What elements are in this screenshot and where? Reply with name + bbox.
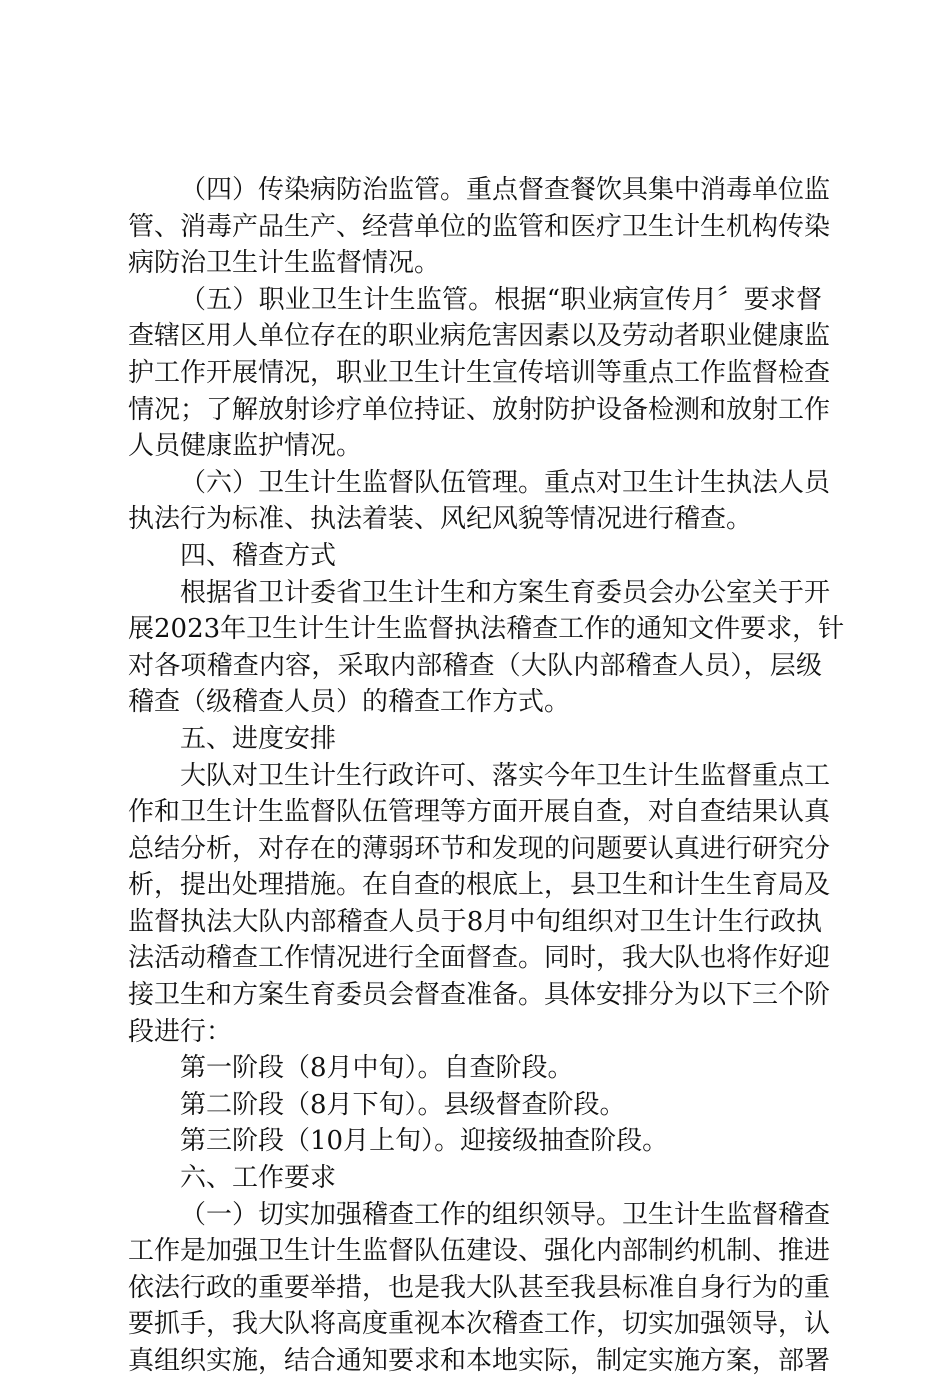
text-line: （一）切实加强稽查工作的组织领导。卫生计生监督稽查 — [180, 1199, 831, 1230]
text-line: 情况；了解放射诊疗单位持证、放射防护设备检测和放射工作 — [128, 394, 831, 425]
text-line: 要抓手，我大队将高度重视本次稽查工作，切实加强领导，认 — [128, 1309, 831, 1340]
text-line: 第二阶段（8月下旬）。县级督查阶段。 — [180, 1089, 626, 1120]
text-line: 五、进度安排 — [180, 723, 337, 754]
text-line: 工作是加强卫生计生监督队伍建设、强化内部制约机制、推进 — [128, 1236, 831, 1267]
text-line: 依法行政的重要举措，也是我大队甚至我县标准自身行为的重 — [128, 1272, 831, 1303]
text-line: 大队对卫生计生行政许可、落实今年卫生计生监督重点工 — [180, 760, 831, 791]
text-line: 监督执法大队内部稽查人员于8月中旬组织对卫生计生行政执 — [128, 906, 822, 937]
text-line: 对各项稽查内容，采取内部稽查（大队内部稽查人员），层级 — [128, 650, 822, 681]
text-line: 执法行为标准、执法着装、风纪风貌等情况进行稽查。 — [128, 504, 753, 535]
text-line: 第一阶段（8月中旬）。自查阶段。 — [180, 1053, 574, 1084]
text-line: 作和卫生计生监督队伍管理等方面开展自查，对自查结果认真 — [128, 797, 831, 828]
text-line: 病防治卫生计生监督情况。 — [128, 248, 441, 279]
text-line: 人员健康监护情况。 — [128, 431, 363, 462]
text-line: 第三阶段（10月上旬）。迎接级抽查阶段。 — [180, 1126, 669, 1157]
text-line: 稽查（级稽查人员）的稽查工作方式。 — [128, 687, 571, 718]
text-line: （四）传染病防治监管。重点督查餐饮具集中消毒单位监 — [180, 175, 831, 205]
text-line: 四、稽查方式 — [180, 540, 337, 571]
text-line: 法活动稽查工作情况进行全面督查。同时，我大队也将作好迎 — [128, 943, 831, 974]
text-line: 护工作开展情况，职业卫生计生宣传培训等重点工作监督检查 — [128, 357, 831, 388]
text-line: 查辖区用人单位存在的职业病危害因素以及劳动者职业健康监 — [128, 321, 831, 352]
text-line: 展2023年卫生计生计生监督执法稽查工作的通知文件要求，针 — [128, 614, 845, 645]
text-line: 总结分析，对存在的薄弱环节和发现的问题要认真进行研究分 — [128, 833, 831, 864]
text-line: （六）卫生计生监督队伍管理。重点对卫生计生执法人员 — [180, 467, 831, 498]
text-line: 六、工作要求 — [180, 1163, 337, 1194]
text-line: 接卫生和方案生育委员会督查准备。具体安排分为以下三个阶 — [128, 980, 831, 1011]
text-line: 析，提出处理措施。在自查的根底上，县卫生和计生生育局及 — [128, 870, 831, 901]
text-line: 真组织实施，结合通知要求和本地实际，制定实施方案，部署 — [128, 1346, 831, 1376]
text-line: 根据省卫计委省卫生计生和方案生育委员会办公室关于开 — [180, 577, 831, 608]
document-page — [128, 172, 845, 1380]
text-line: （五）职业卫生计生监管。根据“职业病宣传月〞要求督 — [180, 284, 822, 315]
text-line: 段进行： — [128, 1016, 233, 1047]
text-line: 管、消毒产品生产、经营单位的监管和医疗卫生计生机构传染 — [128, 211, 831, 242]
